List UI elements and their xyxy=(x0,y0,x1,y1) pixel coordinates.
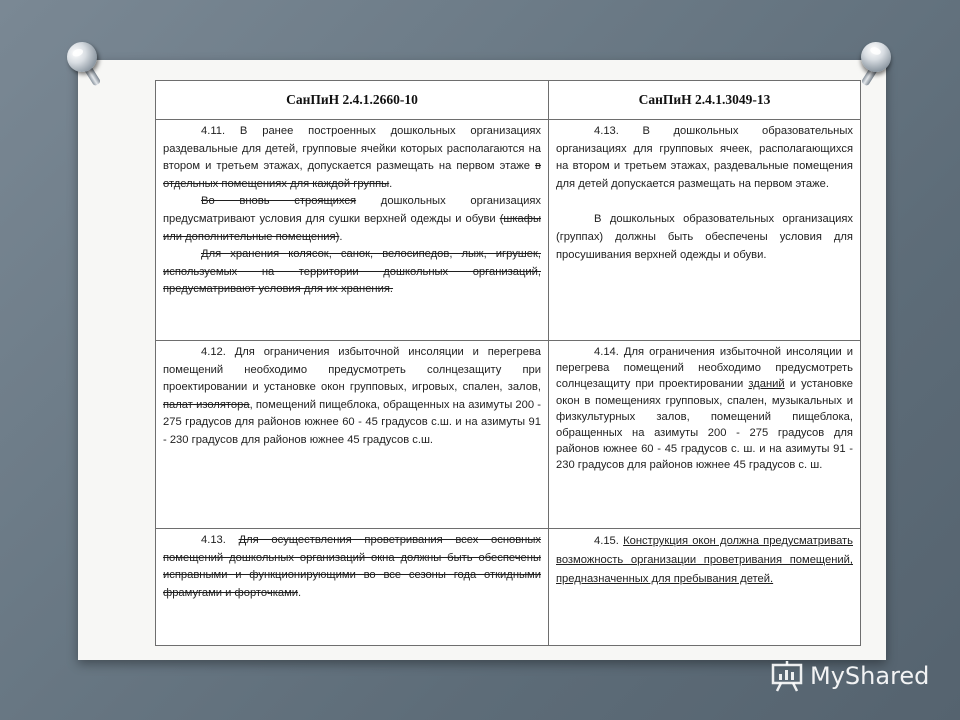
row2-left-cell xyxy=(156,341,549,529)
header-sanpin-2013: СанПиН 2.4.1.3049-13 xyxy=(549,81,861,120)
row1-right-paragraph-1: 4.13. В дошкольных образовательных организациях для групповых ячеек, располагающихся на втором и третьем этажах, раздевальные помещения для детей допускается размещать на первом этаже. xyxy=(556,125,853,190)
row1-left-paragraph-1: 4.11. В ранее построенных дошкольных организациях раздевальные для детей, групповые ячейки которых располагаются на втором и третьем этажах, допускается размещать на первом этаже в отдельных помещениях для каждой группы. xyxy=(163,125,541,190)
table-header-row xyxy=(156,81,861,120)
row3-right-cell xyxy=(549,529,861,646)
table-row xyxy=(156,120,861,341)
struck-text: в отдельных помещениях для каждой группы xyxy=(163,160,541,190)
row1-left-paragraph-2: Во вновь строящихся дошкольных организациях предусматривают условия для сушки верхней одежды и обуви (шкафы или дополнительные помещения). xyxy=(163,195,541,243)
row3-left-cell xyxy=(156,529,549,646)
comparison-table xyxy=(155,80,861,646)
watermark-text: MyShared xyxy=(810,662,930,690)
row3-left-paragraph: 4.13. Для осуществления проветривания всех основных помещений дошкольных организаций окна должны быть обеспечены исправными и функционирующими во все сезоны года откидными фрамугами и форточками. xyxy=(163,534,541,599)
struck-text: палат изолятора xyxy=(163,398,250,411)
table-row xyxy=(156,341,861,529)
struck-text: (шкафы или дополнительные помещения) xyxy=(163,212,541,243)
row1-right-paragraph-2: В дошкольных образовательных организациях (группах) должны быть обеспечены условия для просушивания верхней одежды и обуви. xyxy=(556,213,853,261)
row2-right-paragraph: 4.14. Для ограничения избыточной инсоляции и перегрева помещений необходимо предусмотреть солнцезащиту при проектировании зданий и установке окон в помещениях групповых, спален, музыкальных и физкультурных залов, помещений пищеблока, обращенных на азимуты 200 - 275 градусов для районов южнее 60 - 45 градусов с. ш. и на азимуты 91 - 230 градусов для районов южнее 45 градусов с. ш. xyxy=(556,346,853,472)
table-row xyxy=(156,529,861,646)
underlined-text: зданий xyxy=(748,378,785,391)
row1-right-cell xyxy=(549,120,861,341)
header-sanpin-2010: СанПиН 2.4.1.2660-10 xyxy=(156,81,549,120)
row2-left-paragraph: 4.12. Для ограничения избыточной инсоляции и перегрева помещений необходимо предусмотреть солнцезащиту при проектировании и установке окон групповых, игровых, спален, залов, палат изолятора, помещений пищеблока, обращенных на азимуты 200 - 275 градусов для районов южнее 60 - 45 градусов с.ш. и на азимуты 91 - 230 градусов для районов южнее 45 градусов с.ш. xyxy=(163,346,541,446)
row2-right-cell xyxy=(549,341,861,529)
row1-left-cell xyxy=(156,120,549,341)
underlined-text: Конструкция окон должна предусматривать возможность организации проветривания помещений, предназначенных для пребывания детей. xyxy=(556,535,853,585)
row3-right-paragraph: 4.15. Конструкция окон должна предусматривать возможность организации проветривания помещений, предназначенных для пребывания детей. xyxy=(556,535,853,585)
struck-text: Для осуществления проветривания всех основных помещений дошкольных организаций окна должны быть обеспечены исправными и функционирующими во все сезоны года откидными фрамугами и форточками xyxy=(163,534,541,599)
presentation-board-icon xyxy=(770,659,804,693)
struck-text: Во вновь строящихся xyxy=(201,195,357,208)
myshared-watermark xyxy=(770,658,929,694)
row1-left-paragraph-3: Для хранения колясок, санок, велосипедов, лыж, игрушек, используемых на территории дошкольных организаций, предусматривают условия для их хранения. xyxy=(163,248,541,296)
